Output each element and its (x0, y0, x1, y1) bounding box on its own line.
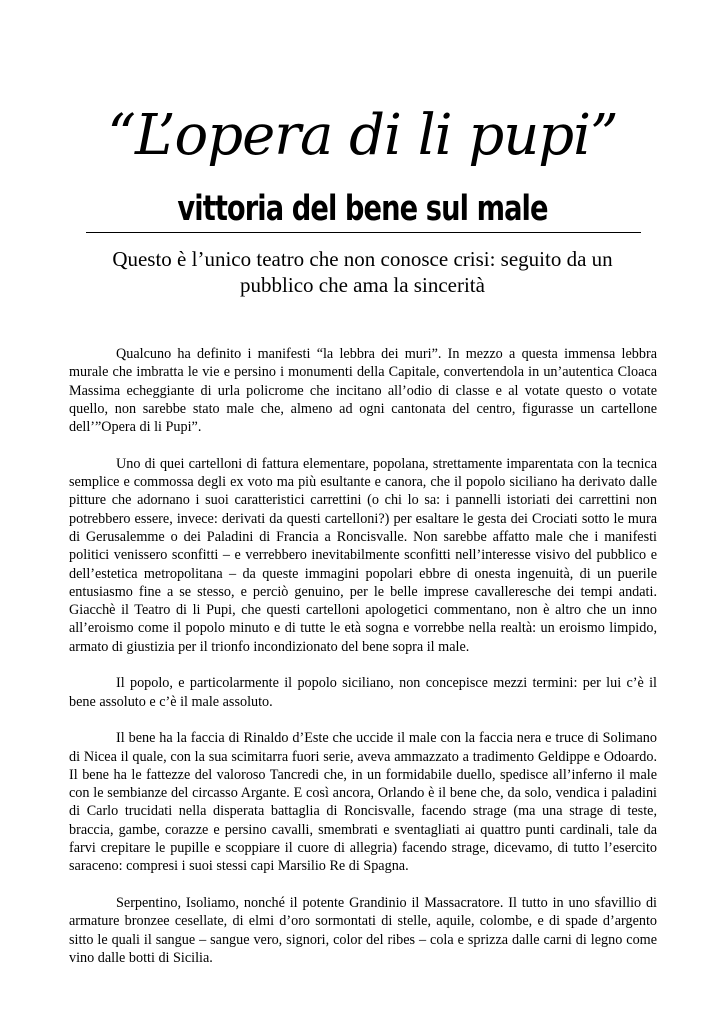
title-divider (86, 232, 641, 233)
body-paragraph: Il bene ha la faccia di Rinaldo d’Este che uccide il male con la faccia nera e truce di Solimano di Nicea il quale, con la sua scimitarra fuori serie, aveva ammazzato a tradimento Geldippe e Odoardo. Il bene ha le fattezze del valoroso Tancredi che, in un formidabile duello, spedisce all’inferno il male con le sembianze del circasso Argante. E così ancora, Orlando è il bene che, da solo, vendica i paladini di Carlo trucidati nella disperata battaglia di Roncisvalle, facendo strage (ma una strage di teste, braccia, gambe, corazze e persino cavalli, smembrati e sventagliati ai quattro punti cardinali, tale da farvi crepitare le pupille e scoppiare il cuore di allegria) facendo strage, dicevamo, di tutto l’esercito saraceno: compresi i suoi stessi capi Marsilio Re di Spagna. (69, 730, 657, 875)
body-paragraph: Il popolo, e particolarmente il popolo siciliano, non concepisce mezzi termini: per lui c’è il bene assoluto e c’è il male assoluto. (69, 675, 657, 710)
body-paragraph: Uno di quei cartelloni di fattura elementare, popolana, strettamente imparentata con la tecnica semplice e commossa degli ex voto ma più esultante e canora, che il popolo siciliano ha derivato dalle pitture che adornano i suoi caratteristici carrettini (o chi lo sa: i pannelli istoriati dei carrettini non potrebbero essere, invece: derivati da questi cartelloni?) per esaltare le gesta dei Crociati sotto le mura di Gerusalemme o dei Paladini di Francia a Roncisvalle. Non sarebbe affatto male che i manifesti politici venissero sconfitti – e verrebbero inevitabilmente sconfitti nell’interesse visivo del pubblico e dell’estetica metropolitana – da queste immagini popolari ebbre di onesta ingenuità, di un puerile entusiasmo fine a se stesso, e perciò genuino, per le belle imprese cavalleresche dei tempi andati. Giacchè il Teatro di li Pupi, che questi cartelloni apologetici commentano, non è altro che un inno all’eroismo come il popolo minuto e di tutte le età sogna e vorrebbe nella realtà: un eroismo limpido, armato di giustizia per il trionfo incondizionato del bene sopra il male. (69, 455, 657, 655)
body-paragraph: Qualcuno ha definito i manifesti “la lebbra dei muri”. In mezzo a questa immensa lebbra murale che imbratta le vie e persino i monumenti della Capitale, convertendola in un’autentica Cloaca Massima echeggiante di urla policrome che incitano all’odio di classe e al votate questo o votate quello, non sarebbe stato male che, almeno ad ogni cantonata del centro, figurasse un cartellone dell’”Opera di li Pupi”. (69, 346, 657, 436)
body-paragraph: Serpentino, Isoliamo, nonché il potente Grandinio il Massacratore. Il tutto in uno sfavillio di armature bronzee cesellate, di elmi d’oro sormontati di stelle, aquile, colombe, e di spade d’argento sitto le quali il sangue – sangue vero, signori, color del ribes – cola e sprizza dalle carni di legno come vino dalle botti di Sicilia. (69, 894, 657, 966)
article-deck: Questo è l’unico teatro che non conosce crisi: seguito da un pubblico che ama la sincerità (112, 247, 613, 297)
article-subtitle: vittoria del bene sul male (177, 189, 548, 229)
article-title: “L’opera di li pupi” (107, 103, 618, 168)
article-body (69, 345, 657, 985)
